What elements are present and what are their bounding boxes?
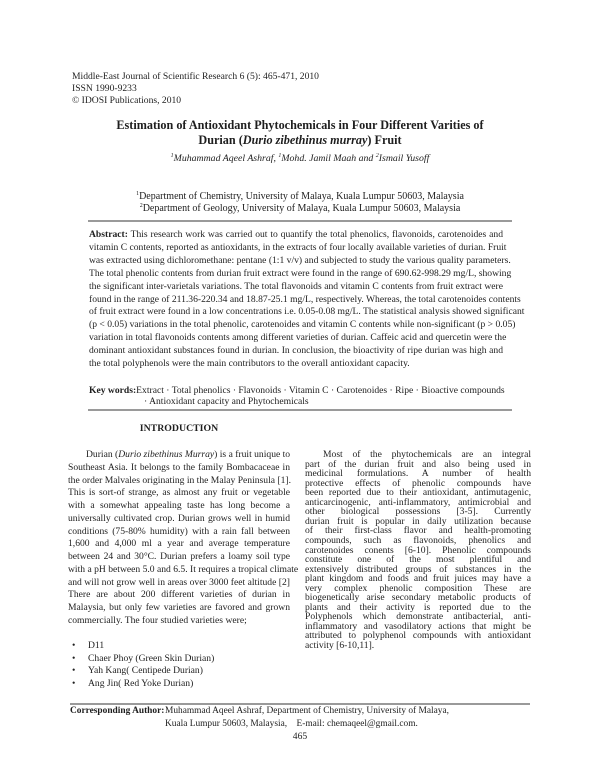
author-affiliation-mark: 1 xyxy=(170,153,174,159)
text-segment: ) is a fruit unique to xyxy=(214,449,291,460)
introduction-heading: INTRODUCTION xyxy=(139,423,219,434)
text-line: was extracted using dichloromethane: pentane (1:1 v/v) and subjected to study the various quality parameters. xyxy=(89,254,511,266)
title-text: Durian ( xyxy=(198,133,243,147)
author-list xyxy=(0,153,600,164)
text-line: There are about 200 different varieties of durian in xyxy=(68,589,290,601)
affiliation-mark: 1 xyxy=(136,191,140,197)
author-name: Ismail Yusoff xyxy=(378,153,430,164)
text-line: extensively distributed groups of substances in the xyxy=(305,563,531,575)
text-line: Southeast Asia. It belongs to the family Bombacaceae in xyxy=(68,461,290,473)
text-line: between 24 and 30°C. Durian prefers a loamy soil type xyxy=(68,551,290,562)
text-line: conditions (75-80% humidity) with a rain fall between xyxy=(68,525,290,537)
text-line: attributed to polyphenol compounds with antioxidant xyxy=(305,630,531,642)
text-line: durian fruit is popular in daily utilization because xyxy=(305,515,531,527)
keywords-line2: · Antioxidant capacity and Phytochemicals xyxy=(144,396,309,407)
corresponding-author-label: Corresponding Author: xyxy=(70,706,165,716)
copyright: © IDOSI Publications, 2010 xyxy=(72,95,182,106)
affiliation-text: Department of Chemistry, University of Malaya, Kuala Lumpur 50603, Malaysia xyxy=(139,191,464,202)
text-line: medicinal formulations. A number of health xyxy=(305,468,531,480)
text-line: biogenetically arise secondary metabolic products of xyxy=(305,592,531,604)
corresponding-author-line1: Muhammad Aqeel Ashraf, Department of Chemistry, University of Malaya, xyxy=(165,706,449,716)
keywords-text: Extract · Total phenolics · Flavonoids · Vitamin C · Carotenoides · Ripe · Bioactive compounds xyxy=(136,385,505,396)
page-number: 465 xyxy=(292,731,308,742)
affiliation-mark: 2 xyxy=(139,203,143,209)
paper-title-line1: Estimation of Antioxidant Phytochemicals in Four Different Varities of xyxy=(116,118,484,132)
text-line xyxy=(86,449,290,461)
keywords-label: Key words: xyxy=(89,385,137,396)
text-segment: Durian ( xyxy=(86,449,119,460)
text-line: The total phenolic contents from durian fruit extract were found in the range of 690.62-998.29 mg/L, showing xyxy=(89,267,512,279)
text-line: of their first-class flavor and health-promoting xyxy=(305,525,531,537)
corresponding-author-line2: Kuala Lumpur 50603, Malaysia, E-mail: chemaqeel@gmail.com. xyxy=(165,719,418,729)
variety-name: Ang Jin( Red Yoke Durian) xyxy=(88,678,194,690)
title-text: ) Fruit xyxy=(367,133,402,147)
issn: ISSN 1990-9233 xyxy=(72,83,137,94)
text-line: Malaysia, but only few varieties are favored and grown xyxy=(68,602,290,613)
text-line xyxy=(89,229,503,241)
text-line: carotenoides conents [6-10]. Phenolic compounds xyxy=(305,544,531,556)
affiliation-1 xyxy=(0,191,600,202)
text-line: with a somewhat appealing taste has long become a xyxy=(68,500,290,511)
variety-name: Yah Kang( Centipede Durian) xyxy=(88,665,203,677)
paper-title-line2 xyxy=(0,133,600,148)
bullet-icon: • xyxy=(72,640,76,651)
variety-name: D11 xyxy=(88,640,105,651)
text-line: plants and their activity is reported due to the xyxy=(305,601,531,613)
author-name: Muhammad Aqeel Ashraf, xyxy=(173,153,279,164)
text-line: compounds, such as flavonoids, phenolics and xyxy=(305,534,531,546)
text-line: variation in total flavonoids contents among different varieties of durian. Caffeic acid and quercetin were the xyxy=(89,332,507,344)
text-line: 1,600 and 4,000 ml a year and average temperature xyxy=(68,538,290,550)
species-name: Durio zibethinus murray xyxy=(242,133,368,147)
text-line: with a pH between 5.0 and 6.5. It requires a tropical climate xyxy=(68,563,299,575)
text-line: the significant inter-varietals variations. The total flavonoids and vitamin C contents from fruit extract were xyxy=(89,280,503,292)
bullet-icon: • xyxy=(72,652,76,664)
text-segment: This research work was carried out to quantify the total phenolics, flavonoids, carotenoides and xyxy=(127,229,503,240)
text-line: protective effects of phenolic compounds have xyxy=(305,477,531,489)
text-line: of fruit extract were found in a low concentrations i.e. 0.05-0.08 mg/L. The statistical analysis showed significant xyxy=(89,306,525,318)
section-label: Abstract: xyxy=(89,229,128,240)
text-line: (p < 0.05) variations in the total phenolic, carotenoides and vitamin C contents while non-significant (p > 0.05) xyxy=(89,319,516,331)
text-line: Most of the phytochemicals are an integral xyxy=(323,449,531,460)
text-line: other biological possessions [3-5]. Currently xyxy=(305,506,531,518)
bullet-icon: • xyxy=(72,678,76,690)
text-line: Polyphenols which demonstrate antibacterial, anti- xyxy=(305,611,531,623)
text-line: universally cultivated crop. Durian grows well in humid xyxy=(68,512,290,524)
italic-text: Durio zibethinus Murray xyxy=(118,449,215,460)
text-line: inflammatory and vasodilatory actions that might be xyxy=(305,620,531,632)
text-line: constitute one of the most plentiful and xyxy=(305,554,531,566)
author-name: Mohd. Jamil Maah and xyxy=(281,153,376,164)
text-line: anticarcinogenic, anti-inflammatory, antimicrobial and xyxy=(305,496,531,508)
text-line: found in the range of 211.36-220.34 and 18.87-25.1 mg/L, respectively. Whereas, the total carotenoides contents xyxy=(89,293,521,305)
text-line: the order Malvales originating in the Malay Peninsula [1]. xyxy=(68,474,291,486)
text-line: been reported due to their antioxidant, antimutagenic, xyxy=(305,487,531,499)
variety-name: Chaer Phoy (Green Skin Durian) xyxy=(88,652,215,664)
text-line: commercially. The four studied varieties were; xyxy=(68,614,247,626)
text-line: activity [6-10,11]. xyxy=(305,640,375,651)
footer-divider xyxy=(70,703,530,705)
text-line: part of the durian fruit and also being used in xyxy=(305,458,531,470)
affiliation-2 xyxy=(0,203,600,214)
text-line: This is sort-of strange, as almost any fruit or vegetable xyxy=(68,487,290,499)
divider xyxy=(88,409,512,411)
author-affiliation-mark: 2 xyxy=(375,153,379,159)
author-affiliation-mark: 1 xyxy=(278,153,282,159)
text-line: the total polyphenols were the main contributors to the overall antioxidant capacity. xyxy=(89,358,410,369)
bullet-icon: • xyxy=(72,665,76,677)
text-line: very complex phenolic composition These are xyxy=(305,582,531,594)
affiliation-text: Department of Geology, University of Malaya, Kuala Lumpur 50603, Malaysia xyxy=(142,203,461,214)
text-line: dominant antioxidant substances found in durian. In conclusion, the bioactivity of ripe durian was high and xyxy=(89,345,503,357)
journal-citation: Middle-East Journal of Scientific Research 6 (5): 465-471, 2010 xyxy=(72,71,319,82)
divider xyxy=(88,220,512,222)
text-line: and will not grow well in areas over 3000 feet altitude [2] xyxy=(68,576,290,588)
text-line: vitamin C contents, reported as antioxidants, in the extracts of four locally available varieties of durian. Fruit xyxy=(89,241,507,253)
text-line: plant kingdom and foods and fruit juices may have a xyxy=(305,573,531,585)
